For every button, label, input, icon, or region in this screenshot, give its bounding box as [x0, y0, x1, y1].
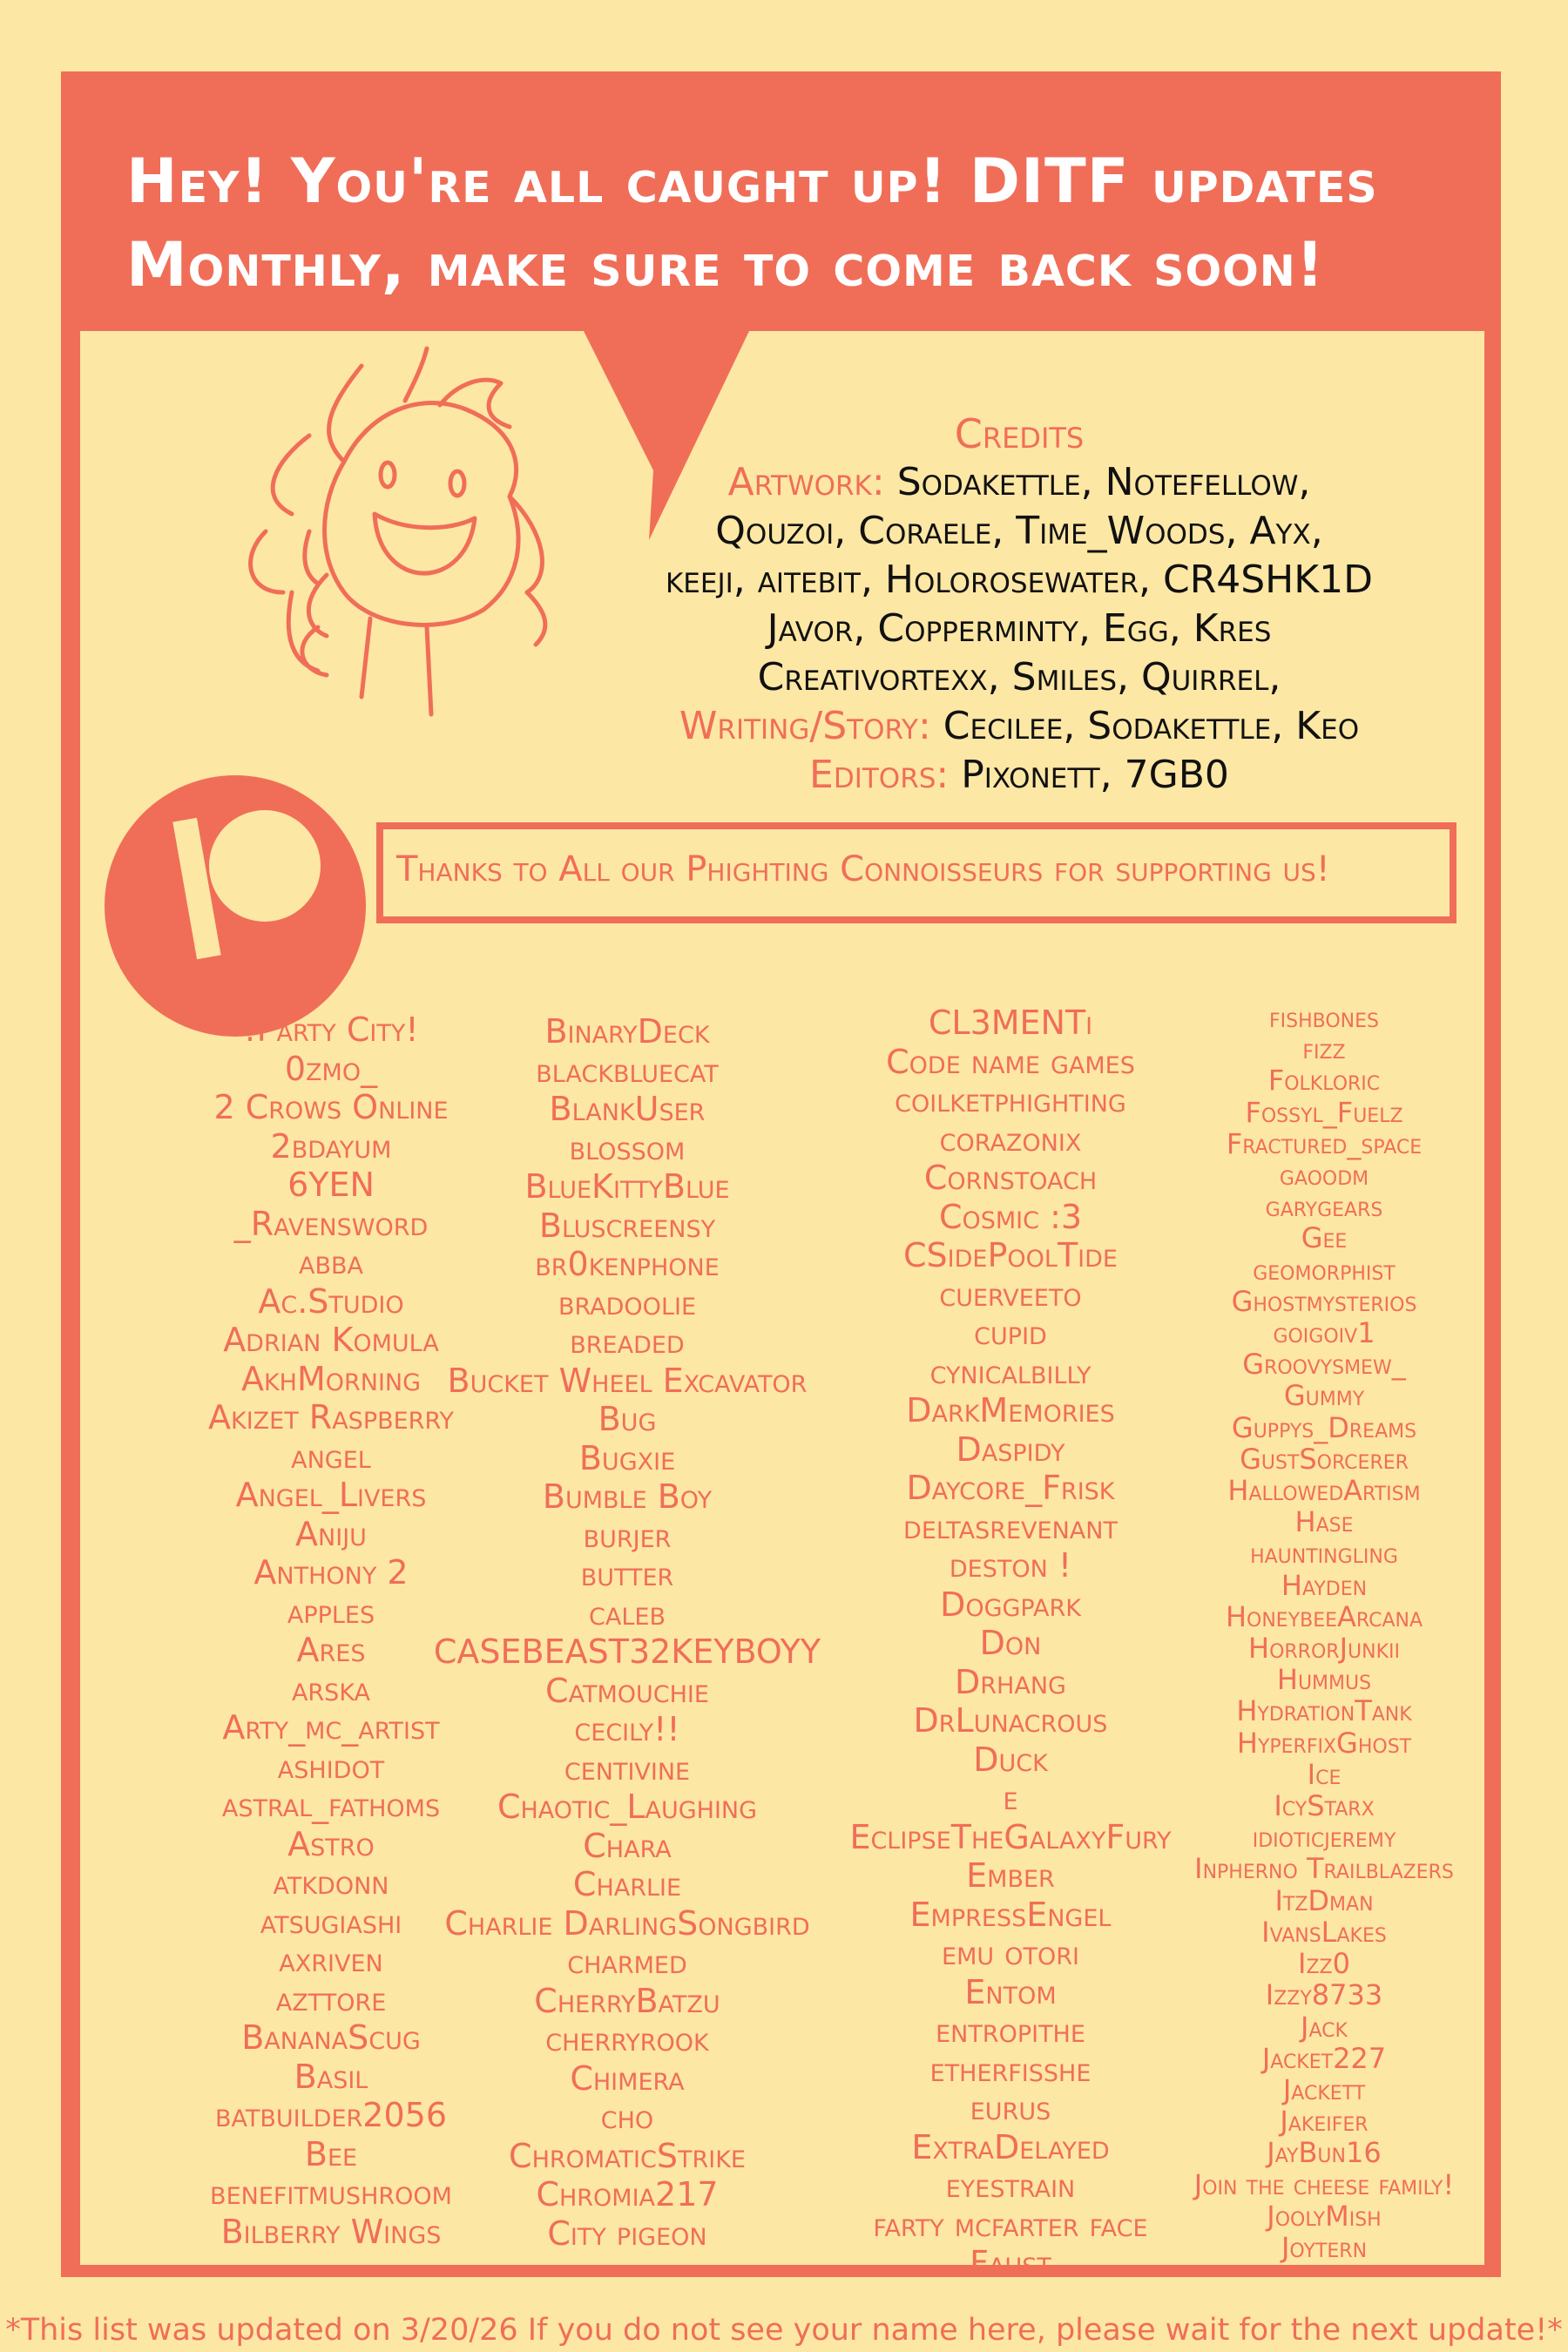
supporter-name: bradoolie	[558, 1283, 697, 1322]
supporter-name: hauntingling	[1250, 1537, 1398, 1571]
supporter-name: goigoiv1	[1273, 1316, 1375, 1350]
supporter-name: garygears	[1265, 1190, 1383, 1224]
supporters-column-4	[1150, 1002, 1498, 2263]
patreon-logo-dot	[209, 810, 321, 922]
supporter-name: cherryrook	[545, 2020, 709, 2058]
supporter-name: Ember	[966, 1856, 1055, 1895]
update-note: *This list was updated on 3/20/26 If you do not see your name here, please wait for the next update!*	[5, 2313, 1563, 2348]
supporter-name: coilketphighting	[895, 1081, 1126, 1119]
supporter-name: caleb	[589, 1593, 666, 1632]
supporter-name: Adrian Komula	[223, 1321, 439, 1359]
supporter-name: Jack	[1301, 2010, 1348, 2044]
supporter-name: Izzy8733	[1265, 1978, 1383, 2012]
mascot-doodle-icon	[222, 331, 605, 784]
supporter-name: geomorphist	[1253, 1253, 1396, 1287]
supporter-name: 0zmo_	[284, 1049, 378, 1088]
supporter-name: AkhMorning	[240, 1359, 422, 1398]
supporter-name: angel	[291, 1436, 371, 1476]
supporter-name: HydrationTank	[1236, 1694, 1412, 1728]
supporter-name: Gee	[1301, 1221, 1348, 1255]
supporter-name: DarkMemories	[906, 1391, 1115, 1429]
writing-names: Cecilee, Sodakettle, Keo	[943, 704, 1360, 748]
supporter-name: cynicalbilly	[929, 1352, 1092, 1391]
supporter-name: Chimera	[570, 2058, 685, 2098]
supporter-name: JoolyMish	[1267, 2199, 1382, 2233]
artwork-line-1	[558, 458, 1481, 507]
supporter-name: ashidot	[277, 1747, 385, 1786]
supporter-name: Groovysmew_	[1242, 1348, 1406, 1382]
thanks-message: Thanks to All our Phighting Connoisseurs for supporting us!	[396, 849, 1330, 889]
supporter-name: breaded	[570, 1322, 685, 1361]
supporter-name: deltasrevenant	[903, 1507, 1118, 1546]
supporter-name: Charlie	[572, 1865, 682, 1903]
supporter-name: HyperfixGhost	[1236, 1726, 1412, 1760]
supporter-name: BlueKittyBlue	[524, 1167, 730, 1206]
supporter-name: apples	[287, 1592, 375, 1631]
supporter-name: Ac.Studio	[258, 1281, 404, 1321]
supporter-name: Duck	[973, 1740, 1048, 1779]
supporter-name: Chromia217	[536, 2175, 719, 2213]
supporter-name: BananaScug	[241, 2018, 421, 2057]
supporter-name: Astro	[287, 1824, 375, 1863]
supporter-name: Faust	[970, 2244, 1051, 2282]
supporter-name: _Ravensword	[233, 1204, 429, 1243]
supporter-name: EclipseTheGalaxyFury	[849, 1817, 1172, 1856]
supporter-name: IcyStarx	[1274, 1789, 1375, 1823]
supporter-name: Charlie DarlingSongbird	[444, 1903, 810, 1943]
supporter-name: eyestrain	[945, 2166, 1076, 2205]
supporter-name: Joytern	[1281, 2230, 1368, 2264]
editors-names: Pixonett, 7GB0	[961, 753, 1229, 797]
supporter-name: fishbones	[1269, 1001, 1379, 1034]
supporter-name: Drhang	[955, 1662, 1066, 1701]
supporter-name: Jakeifer	[1280, 2105, 1369, 2139]
supporter-name: Basil	[294, 2057, 368, 2096]
artwork-line-4: Javor, Copperminty, Egg, Kres	[767, 606, 1272, 651]
editors-line	[558, 751, 1481, 800]
supporter-name: JayBun16	[1267, 2136, 1382, 2170]
supporter-name: cuerveeto	[939, 1274, 1082, 1314]
supporter-name: benefitmushroom	[210, 2173, 452, 2212]
supporter-name: CherryBatzu	[534, 1981, 720, 2020]
supporter-name: HorrorJunkii	[1248, 1632, 1400, 1666]
supporter-name: Izz0	[1298, 1947, 1350, 1981]
supporter-name: Folkloric	[1267, 1064, 1381, 1098]
supporter-name: ItzDman	[1274, 1883, 1374, 1917]
supporter-name: Bumble Boy	[542, 1477, 713, 1516]
supporter-name: Anthony 2	[253, 1553, 409, 1592]
supporter-name: Ares	[296, 1631, 366, 1669]
supporter-name: blackbluecat	[536, 1051, 719, 1090]
supporter-name: deston !	[949, 1546, 1072, 1585]
supporter-name: Jacket227	[1261, 2041, 1387, 2075]
supporter-name: centivine	[564, 1748, 691, 1788]
supporter-name: ChromaticStrike	[509, 2136, 746, 2175]
supporter-name: Code name games	[886, 1042, 1135, 1081]
supporter-name: arska	[291, 1669, 371, 1708]
supporter-name: fizz	[1302, 1032, 1346, 1066]
supporter-name: e	[1003, 1779, 1018, 1817]
supporter-name: Jackett	[1282, 2072, 1366, 2106]
supporter-name: Bugxie	[578, 1438, 676, 1477]
writing-label: Writing/Story:	[679, 704, 931, 748]
supporter-name: etherfisshe	[929, 2050, 1092, 2089]
supporter-name: !Party City!	[243, 1010, 419, 1049]
supporter-name: azttore	[275, 1979, 387, 2018]
supporter-name: butter	[580, 1555, 674, 1593]
supporter-name: Chaotic_Laughing	[497, 1788, 758, 1826]
supporter-name: Fossyl_Fuelz	[1245, 1095, 1403, 1129]
supporter-name: BinaryDeck	[544, 1012, 710, 1051]
supporter-name: Cosmic :3	[938, 1197, 1083, 1236]
supporters-column-2	[414, 1012, 841, 2253]
supporter-name: Hase	[1294, 1505, 1354, 1539]
supporter-name: Bee	[304, 2134, 358, 2173]
supporter-name: farty mcfarter face	[873, 2205, 1148, 2244]
supporter-name: atkdonn	[273, 1863, 389, 1902]
supporter-name: Bucket Wheel Excavator	[447, 1361, 808, 1400]
supporter-name: CSidePoolTide	[903, 1236, 1118, 1274]
supporter-name: Entom	[964, 1972, 1057, 2011]
headline-line-1: Hey! You're all caught up! DITF updates	[126, 145, 1378, 217]
supporter-name: atsugiashi	[260, 1902, 402, 1941]
supporter-name: axriven	[279, 1941, 383, 1979]
supporter-name: br0kenphone	[535, 1245, 720, 1283]
artwork-label: Artwork:	[727, 460, 885, 504]
artwork-line-5: Creativortexx, Smiles, Quirrel,	[757, 655, 1281, 700]
supporter-name: idioticjeremy	[1252, 1821, 1396, 1855]
supporter-name: Akizet Raspberry	[208, 1398, 454, 1436]
writing-line	[558, 702, 1481, 751]
supporter-name: blossom	[569, 1128, 686, 1167]
supporter-name: charmed	[567, 1943, 687, 1981]
supporter-name: eurus	[970, 2089, 1051, 2127]
supporter-name: Bilberry Wings	[220, 2212, 442, 2251]
supporter-name: corazonix	[939, 1119, 1082, 1159]
supporter-name: Hayden	[1281, 1568, 1368, 1602]
supporter-name: Daycore_Frisk	[906, 1469, 1115, 1507]
supporter-name: Chara	[583, 1826, 672, 1865]
supporter-name: gaoodm	[1279, 1159, 1369, 1193]
supporter-name: IvansLakes	[1261, 1915, 1387, 1949]
supporter-name: 2bdayum	[270, 1126, 392, 1166]
supporter-name: Guppys_Dreams	[1231, 1410, 1417, 1444]
supporter-name: Join the cheese family!	[1193, 2167, 1455, 2201]
artwork-names-1: Sodakettle, Notefellow,	[896, 460, 1311, 504]
supporter-name: 2 Crows Online	[213, 1088, 449, 1126]
headline-line-2: Monthly, make sure to come back soon!	[126, 229, 1325, 301]
editors-label: Editors:	[809, 753, 950, 797]
supporter-name: Ghostmysterios	[1231, 1284, 1417, 1318]
supporter-name: Daspidy	[956, 1429, 1065, 1469]
supporter-name: Aniju	[295, 1514, 367, 1553]
supporter-name: Doggpark	[940, 1585, 1081, 1624]
supporter-name: Angel_Livers	[235, 1476, 427, 1514]
supporter-name: Bluscreensy	[538, 1206, 716, 1245]
artwork-line-3: keeji, aitebit, Holorosewater, CR4SHK1D	[665, 558, 1374, 602]
supporter-name: Cornstoach	[923, 1159, 1098, 1197]
supporter-name: burjer	[583, 1516, 672, 1555]
supporter-name: Arty_mc_artist	[222, 1708, 440, 1747]
supporter-name: abba	[299, 1243, 363, 1281]
supporter-name: Inpherno Trailblazers	[1194, 1852, 1454, 1886]
supporter-name: Gummy	[1283, 1379, 1365, 1413]
supporter-name: Ice	[1307, 1757, 1342, 1791]
artwork-line-2: Qouzoi, Coraele, Time_Woods, Ayx,	[715, 509, 1323, 553]
credits-title: Credits	[954, 410, 1085, 457]
supporter-name: BlankUser	[549, 1090, 706, 1128]
headline	[126, 139, 1468, 307]
supporter-name: 6YEN	[287, 1166, 375, 1204]
supporter-name: batbuilder2056	[215, 2096, 447, 2134]
supporter-name: CASEBEAST32KEYBOYY	[433, 1632, 821, 1671]
supporter-name: ExtraDelayed	[911, 2127, 1110, 2166]
supporter-name: HoneybeeArcana	[1225, 1599, 1423, 1633]
supporter-name: Hummus	[1276, 1663, 1372, 1697]
supporter-name: Don	[979, 1624, 1042, 1662]
supporter-name: entropithe	[936, 2011, 1085, 2050]
supporter-name: GustSorcerer	[1240, 1442, 1409, 1476]
supporter-name: emu otori	[942, 1934, 1079, 1972]
supporter-name: Catmouchie	[545, 1671, 709, 1710]
supporter-name: EmpressEngel	[909, 1895, 1112, 1934]
supporter-name: Fractured_space	[1226, 1126, 1423, 1160]
credits-block	[558, 409, 1481, 800]
supporter-name: cecily!!	[574, 1710, 680, 1748]
supporter-name: Bug	[598, 1400, 657, 1438]
supporter-name: astral_fathoms	[221, 1786, 441, 1824]
supporter-name: DrLunacrous	[913, 1701, 1108, 1740]
supporter-name: cupid	[974, 1314, 1047, 1352]
supporter-name: HallowedArtism	[1227, 1474, 1421, 1508]
supporter-name: cho	[600, 2098, 654, 2136]
supporter-name: CL3MENTi	[928, 1004, 1093, 1042]
supporter-name: City pigeon	[547, 2213, 707, 2253]
